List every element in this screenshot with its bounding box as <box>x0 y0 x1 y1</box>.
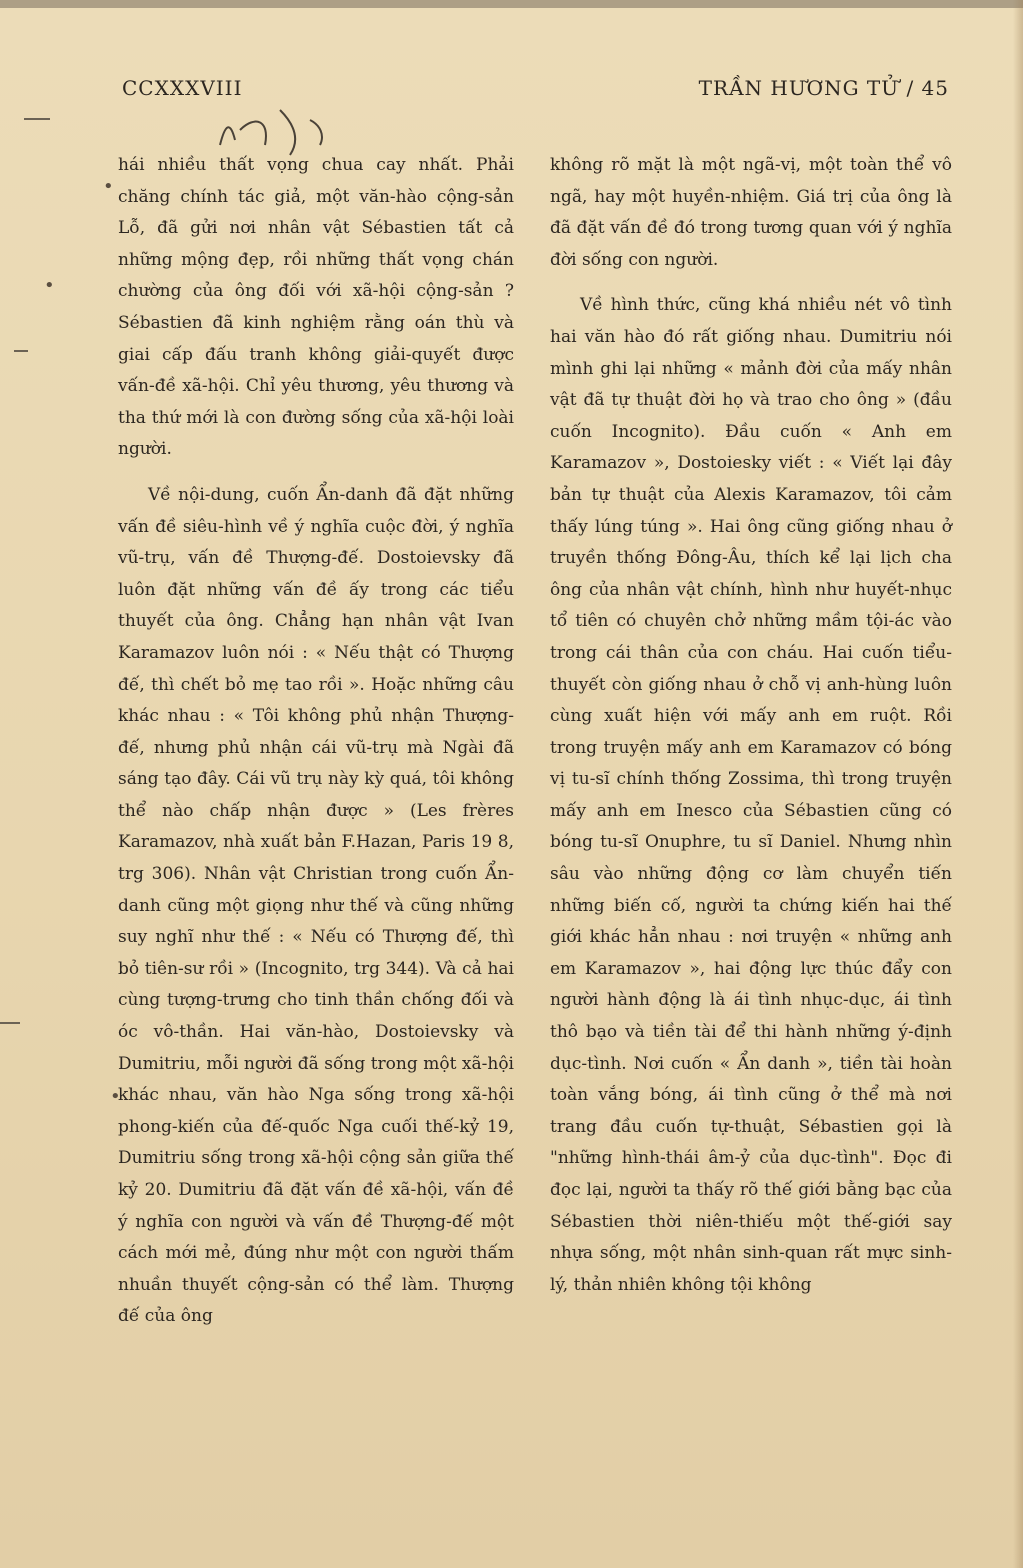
margin-dot: • <box>44 275 55 296</box>
margin-dot: • <box>103 176 114 197</box>
margin-dot: • <box>110 1086 121 1107</box>
paragraph: hái nhiều thất vọng chua cay nhất. Phải chăng chính tác giả, một văn-hào cộng-sản Lỗ, đã gửi nơi nhân vật Sébastien tất cả những mộng đẹp, rồi những thất vọng chán chường của ông đối với xã-hội cộng-sản ? Sébastien đã kinh nghiệm rằng oán thù và giai cấp đấu tranh không giải-quyết được vấn-đề xã-hội. Chỉ yêu thương, yêu thương và tha thứ mới là con đường sống của xã-hội loài người. <box>118 155 514 460</box>
paragraph: Về nội-dung, cuốn Ẩn-danh đã đặt những vấn đề siêu-hình về ý nghĩa cuộc đời, ý nghĩa vũ-trụ, vấn đề Thượng-đế. Dostoievsky đã luôn đặt những vấn đề ấy trong các tiểu thuyết của ông. Chẳng hạn nhân vật Ivan Karamazov luôn nói : « Nếu thật có Thượng đế, thì chết bỏ mẹ tao rồi ». Hoặc những câu khác nhau : « Tôi không phủ nhận Thượng-đế, nhưng phủ nhận cái vũ-trụ mà Ngài đã sáng tạo đây. Cái vũ trụ này kỳ quá, tôi không thể nào chấp nhận được » (Les frères Karamazov, nhà xuất bản F.Hazan, Paris 19 8, trg 306). Nhân vật Christian trong cuốn Ẩn-danh cũng một giọng như thế và cũng những suy nghĩ như thế : « Nếu có Thượng đế, thì bỏ tiên-sư rồi » (Incognito, trg 344). Và cả hai cùng tượng-trưng cho tinh thần chống đối và óc vô-thần. Hai văn-hào, Dostoievsky và Dumitriu, mỗi người đã sống trong một xã-hội khác nhau, văn hào Nga sống trong xã-hội phong-kiến của đế-quốc Nga cuối thế-kỷ 19, Dumitriu sống trong xã-hội cộng sản giữa thế kỷ 20. Dumitriu đã đặt vấn đề xã-hội, vấn đề ý nghĩa con người và vấn đề Thượng-đế một cách mới mẻ, đúng như một con người thấm nhuần thuyết cộng-sản có thể làm. Thượng đế của ông <box>118 484 514 1327</box>
chapter-number: CCXXXVIII <box>122 76 243 100</box>
right-column <box>550 150 952 1301</box>
margin-tick <box>24 118 50 120</box>
left-column <box>118 150 514 1333</box>
margin-tick <box>14 350 28 352</box>
paragraph: Về hình thức, cũng khá nhiều nét vô tình hai văn hào đó rất giống nhau. Dumitriu nói mình ghi lại những « mảnh đời của mấy nhân vật đã tự thuật đời họ và trao cho ông » (đầu cuốn Incognito). Đầu cuốn « Anh em Karamazov », Dostoiesky viết : « Viết lại đây bản tự thuật của Alexis Karamazov, tôi cảm thấy lúng túng ». Hai ông cũng giống nhau ở truyền thống Đông-Âu, thích kể lại lịch cha ông của nhân vật chính, hình như huyết-nhục tổ tiên có chuyên chở những mầm tội-ác vào trong cái thân của con cháu. Hai cuốn tiểu-thuyết còn giống nhau ở chỗ vị anh-hùng luôn cùng xuất hiện với mấy anh em ruột. Rồi trong truyện mấy anh em Karamazov có bóng vị tu-sĩ chính thống Zossima, thì trong truyện mấy anh em Inesco của Sébastien cũng có bóng tu-sĩ Onuphre, tu sĩ Daniel. Nhưng nhìn sâu vào những động cơ làm chuyển tiến những biến cố, người ta chứng kiến hai thế giới khác hẳn nhau : nơi truyện « những anh em Karamazov », hai động lực thúc đẩy con người hành động là ái tình nhục-dục, ái tình thô bạo và tiền tài để thi hành những ý-định dục-tình. Nơi cuốn « Ẩn danh », tiền tài hoàn toàn vắng bóng, ái tình cũng ở thể mà nơi trang đầu cuốn tự-thuật, Sébastien gọi là "những hình-thái âm-ỷ của dục-tình". Đọc đi đọc lại, người ta thấy rõ thế giới bằng bạc của Sébastien thời niên-thiếu một thế-giới say nhựa sống, một nhân sinh-quan rất mực sinh-lý, thản nhiên không tội không <box>550 295 952 1295</box>
author-page-number: TRẦN HƯƠNG TỬ / 45 <box>698 76 949 100</box>
margin-tick <box>0 1022 20 1024</box>
paragraph: không rõ mặt là một ngã-vị, một toàn thể vô ngã, hay một huyền-nhiệm. Giá trị của ông là đã đặt vấn đề đó trong tương quan với ý nghĩa đời sống con người. <box>550 155 952 270</box>
